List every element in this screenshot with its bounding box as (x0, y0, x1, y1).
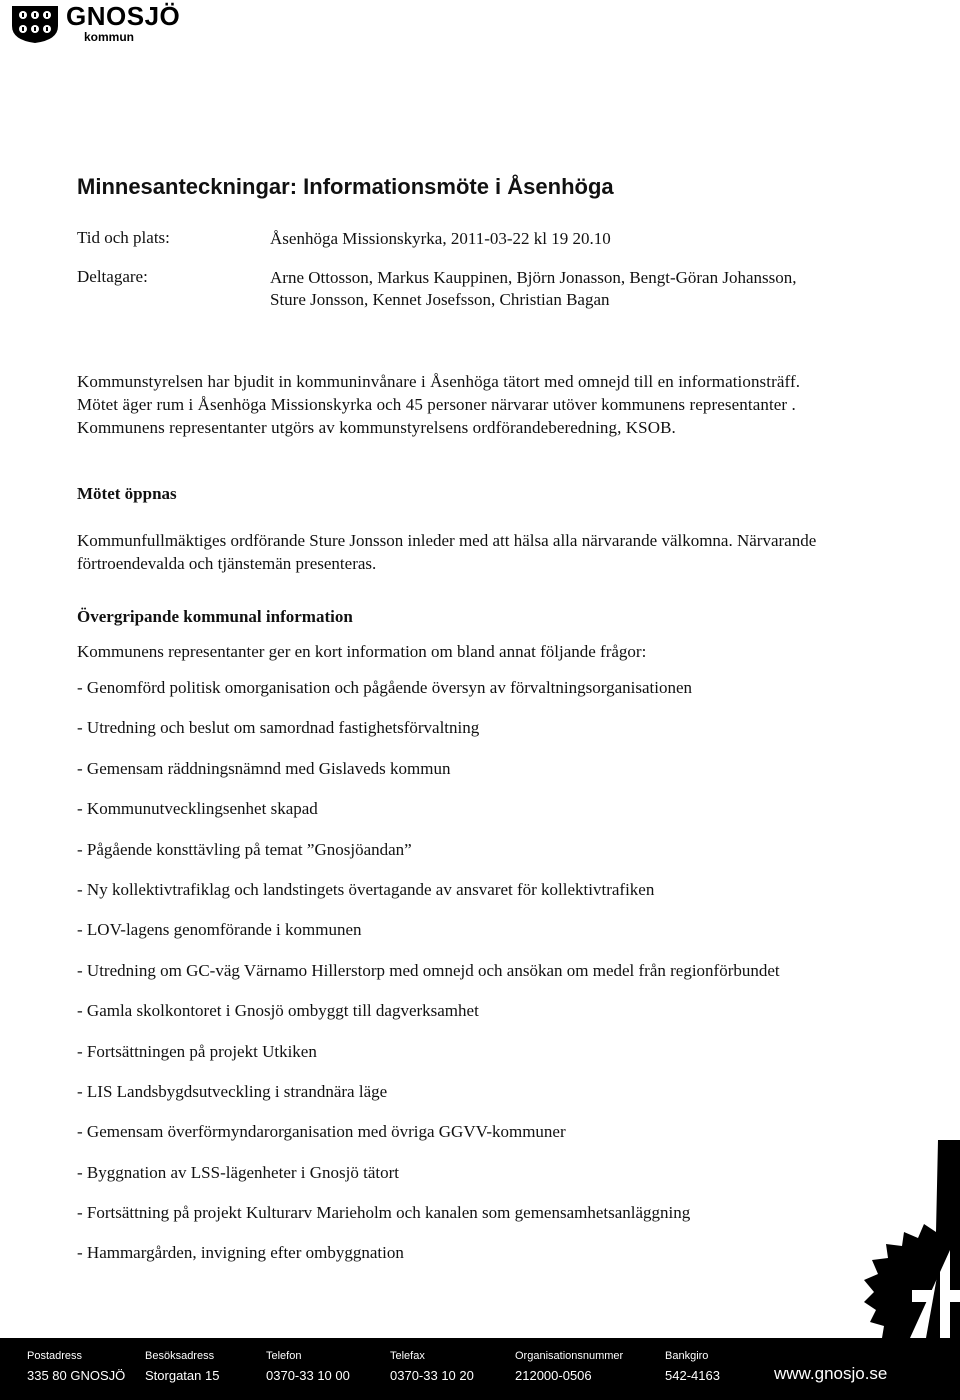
list-item: - Byggnation av LSS-lägenheter i Gnosjö tätort (77, 1162, 399, 1182)
list-item: - Fortsättningen på projekt Utkiken (77, 1041, 317, 1061)
list-item: - LIS Landsbygdsutveckling i strandnära läge (77, 1081, 388, 1101)
time-place-value: Åsenhöga Missionskyrka, 2011-03-22 kl 19 20.10 (270, 229, 611, 248)
list-item: - Utredning och beslut om samordnad fastighetsförvaltning (77, 718, 480, 738)
footer-visit-label: Besöksadress (145, 1350, 215, 1362)
time-place-label: Tid och plats: (77, 228, 170, 247)
participants-label: Deltagare: (77, 267, 148, 286)
footer-fax-value: 0370-33 10 20 (390, 1368, 474, 1383)
intro-paragraph: Kommunstyrelsen har bjudit in kommuninvånare i Åsenhöga tätort med omnejd till en informationsträff. Mötet äger rum i Åsenhöga Missionskyrka och 45 personer närvarar utöver kommunens representanter . Kommunens representanter utgörs av kommunstyrelsens ordförandeberedning, KSOB. (77, 372, 801, 437)
opening-paragraph: Kommunfullmäktiges ordförande Sture Jonsson inleder med att hälsa alla närvarande välkomna. Närvarande förtroendevalda och tjänstemän presenteras. (77, 531, 817, 573)
footer-org-label: Organisationsnummer (515, 1350, 624, 1362)
footer-postal-label: Postadress (27, 1350, 83, 1362)
footer-fax-label: Telefax (390, 1350, 425, 1362)
list-item: - Kommunutvecklingsenhet skapad (77, 799, 318, 819)
list-item: - Fortsättning på projekt Kulturarv Marieholm och kanalen som gemensamhetsanläggning (77, 1203, 691, 1223)
list-item: - Gemensam överförmyndarorganisation med övriga GGVV-kommuner (77, 1122, 566, 1142)
logo-subtitle: kommun (84, 30, 135, 44)
info-list (77, 676, 817, 1282)
footer-postal-value: 335 80 GNOSJÖ (27, 1368, 126, 1383)
list-item: - Pågående konsttävling på temat ”Gnosjöandan” (77, 839, 412, 859)
info-heading: Övergripande kommunal information (77, 607, 353, 626)
logo-name: GNOSJÖ (66, 1, 181, 31)
document-title: Minnesanteckningar: Informationsmöte i Åsenhöga (77, 174, 614, 199)
decorative-gear-icon (842, 1140, 960, 1338)
footer-phone-label: Telefon (266, 1350, 302, 1362)
list-item: - Genomförd politisk omorganisation och pågående översyn av förvaltningsorganisationen (77, 678, 693, 697)
list-item: - Hammargården, invigning efter ombyggnation (77, 1243, 404, 1263)
opening-heading: Mötet öppnas (77, 484, 177, 503)
coat-of-arms-icon (10, 4, 60, 44)
municipality-logo (10, 1, 181, 44)
footer-visit-value: Storgatan 15 (145, 1368, 220, 1383)
footer-org-value: 212000-0506 (515, 1368, 592, 1383)
info-lead: Kommunens representanter ger en kort information om bland annat följande frågor: (77, 642, 647, 661)
footer-bankgiro-label: Bankgiro (665, 1350, 709, 1362)
footer-bankgiro-value: 542-4163 (665, 1368, 720, 1383)
list-item: - LOV-lagens genomförande i kommunen (77, 920, 362, 940)
participants-value: Arne Ottosson, Markus Kauppinen, Björn Jonasson, Bengt-Göran Johansson, Sture Jonsson, Kennet Josefsson, Christian Bagan (270, 268, 797, 309)
list-item: - Ny kollektivtrafiklag och landstingets övertagande av ansvaret för kollektivtrafiken (77, 879, 655, 899)
footer (0, 1338, 960, 1400)
footer-phone-value: 0370-33 10 00 (266, 1368, 350, 1383)
list-item: - Gemensam räddningsnämnd med Gislaveds kommun (77, 758, 451, 778)
list-item: - Utredning om GC-väg Värnamo Hillerstorp med omnejd och ansökan om medel från regionförbundet (77, 960, 780, 980)
list-item: - Gamla skolkontoret i Gnosjö ombyggt till dagverksamhet (77, 1001, 479, 1021)
footer-website-link[interactable]: www.gnosjo.se (774, 1364, 888, 1383)
